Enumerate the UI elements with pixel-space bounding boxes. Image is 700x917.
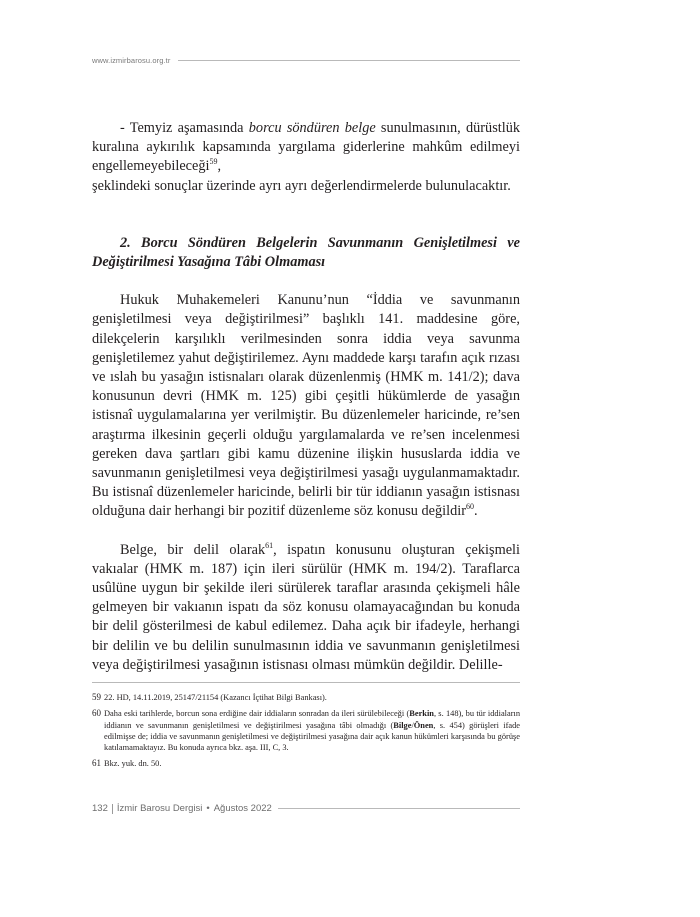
paragraph-2: şeklindeki sonuçlar üzerinde ayrı ayrı değerlendirmelerde bulunulacaktır. [92,177,511,194]
footnote-60 [92,708,520,753]
issue-date: Ağustos 2022 [213,803,272,814]
footnote-59 [92,692,520,703]
paragraph-1: - Temyiz aşamasında borcu söndüren belge sunulmasının, dürüstlük kuralına aykırılık kapsamında yargılama giderlerine mahkûm edilmeyi engellemeyebileceği$^{59}$, [92,120,520,175]
footer-divider [278,808,520,809]
footer-separator: • [206,803,210,814]
header-url: www.izmirbarosu.org.tr [92,56,171,65]
journal-name: İzmir Barosu Dergisi [116,803,203,814]
footnote-number: 60 [92,708,101,719]
footnote-number: 61 [92,758,101,769]
paragraph-3: Hukuk Muhakemeleri Kanunu’nun “İddia ve savunmanın genişletilmesi veya değiştirilmesi” başlıklı 141. maddesine göre, dilekçelerin karşılıklı verilmesinden sonra iddia veya savunma genişletilemez yahut değiştirilemez. Aynı maddede karşı tarafın açık rızası ve ıslah bu yasağın istisnaları olarak düzenlenmiş (HMK m. 141/2); dava konusunun devri (HMK m. 125) gibi çeşitli hükümlerde de yasağın istisnaî uygulamalarına yer verilmiştir. Bu düzenlemeler haricinde, re’sen araştırma ilkesinin geçerli olduğu yargılamalarda ve re’sen incelenmesi gereken dava şartları gibi kamu düzenine ilişkin hususlarda iddia ve savunmanın genişletilmesi veya değiştirilmesi yasağı uygulanmamaktadır. Bu istisnaî düzenlemeler haricinde, belirli bir tür iddianın yasağın istisnası olduğuna dair herhangi bir pozitif düzenleme söz konusu değildir$^{60}$. [92,292,520,520]
footnote-text: 22. HD, 14.11.2019, 25147/21154 (Kazancı İçtihat Bilgi Bankası). [104,693,327,702]
author-name: Berkin [409,709,434,719]
footnotes [92,692,520,775]
paragraph-4: Belge, bir delil olarak$^{61}$, ispatın konusunu oluşturan çekişmeli vakıalar (HMK m. 187) için ileri sürülür (HMK m. 194/2). Taraflarca usûlüne uygun bir şekilde ileri sürülerek taraflar arasında çekişmeli hâle gelmeyen bir vakıanın ispatı da söz konusu olamayacağından bu konuda bir delil gösterilmesi de kabul edilemez. Daha açık bir ifadeyle, herhangi bir delilin ve bu delilin sunulmasının iddia ve savunmanın genişletilmesi veya değiştirilmesi yasağının istisnası olması mümkün değildir. Delille- [92,540,520,673]
footnote-ref-60[interactable]: 60 [466,502,475,512]
footnote-text: Daha eski tarihlerde, borcun sona erdiğine dair iddiaların sonradan da ileri sürülebileceği (Berkin, s. 148), bu tür iddiaların iddianın ve savunmanın genişletilmesi ve değiştirilmesi yasağına tâbi olmadığı (Bilge/Önen, s. 454) görüşleri ifade edilmişse de; iddia ve savunmanın genişletilmesi ve değiştirilmesi yasağına dair açık kanun hükümleri karşısında bu görüşe katılamamaktayız. Bu konuda ayrıca bkz. aşa. III, C, 3. [104,709,521,753]
footnote-number: 59 [92,692,101,702]
footnote-ref-59[interactable]: 59 [209,157,218,167]
author-name: Bilge [393,720,412,730]
emphasis-text: borcu söndüren belge [248,120,376,136]
page-number: 132 [92,803,108,814]
header-divider [178,60,520,61]
author-name: Önen [413,720,434,730]
footnote-ref-61[interactable]: 61 [265,540,274,550]
section-heading: 2. Borcu Söndüren Belgelerin Savunmanın Genişletilmesi ve Değiştirilmesi Yasağına Tâbi Olmaması [92,234,520,271]
main-text [92,119,520,675]
footnote-divider [92,682,520,683]
footnote-61 [92,758,520,769]
footnote-text: Bkz. yuk. dn. 50. [104,759,162,769]
page-footer [92,803,272,814]
